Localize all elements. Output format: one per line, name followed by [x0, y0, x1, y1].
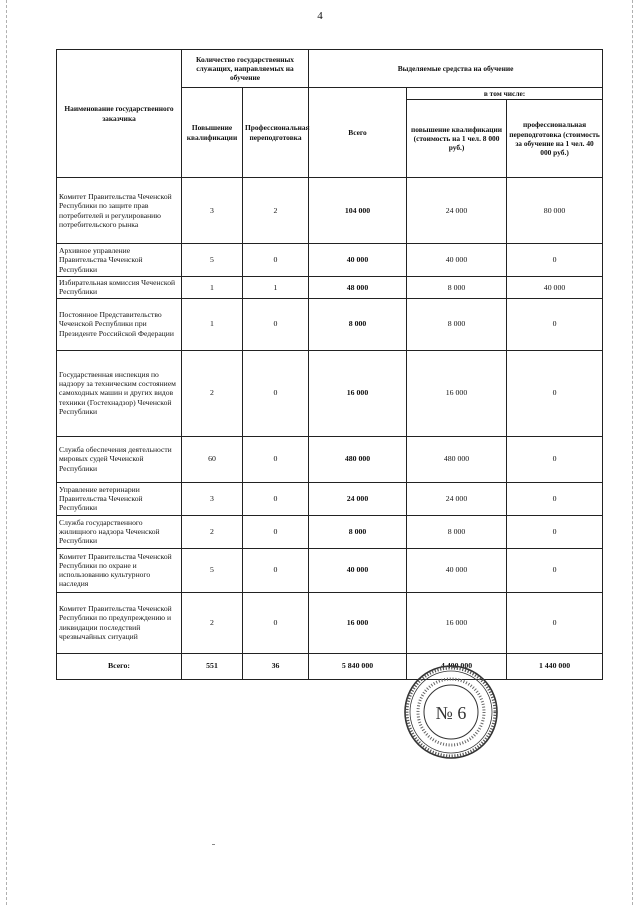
header-funds-group: Выделяемые средства на обучение [309, 50, 603, 88]
totals-retraining: 36 [243, 653, 309, 679]
funds-total: 8 000 [309, 515, 407, 548]
table-row [57, 592, 603, 653]
header-retraining: Профессиональная переподготовка [243, 88, 309, 178]
retraining-count: 0 [243, 515, 309, 548]
customer-name: Избирательная комиссия Чеченской Республики [57, 277, 182, 299]
official-seal [403, 664, 499, 760]
qualification-count: 1 [182, 298, 243, 350]
funds-retraining: 0 [507, 482, 603, 515]
funds-qualification: 480 000 [407, 436, 507, 482]
funds-total: 8 000 [309, 298, 407, 350]
scan-edge-left [6, 0, 8, 905]
funds-retraining: 0 [507, 592, 603, 653]
customer-name: Служба государственного жилищного надзора Чеченской Республики [57, 515, 182, 548]
qualification-count: 5 [182, 244, 243, 277]
qualification-count: 2 [182, 515, 243, 548]
funds-total: 40 000 [309, 244, 407, 277]
table-row [57, 350, 603, 436]
table-row [57, 436, 603, 482]
funds-qualification: 8 000 [407, 515, 507, 548]
funds-retraining: 80 000 [507, 178, 603, 244]
qualification-count: 1 [182, 277, 243, 299]
funds-total: 104 000 [309, 178, 407, 244]
retraining-count: 0 [243, 244, 309, 277]
funds-total: 24 000 [309, 482, 407, 515]
retraining-count: 0 [243, 548, 309, 592]
totals-funds-qualification: 4 400 000 [407, 653, 507, 679]
table-row [57, 482, 603, 515]
customer-name: Комитет Правительства Чеченской Республики по охране и использованию культурного наследия [57, 548, 182, 592]
header-including: в том числе: [407, 88, 603, 100]
retraining-count: 0 [243, 592, 309, 653]
retraining-count: 0 [243, 350, 309, 436]
qualification-count: 3 [182, 178, 243, 244]
table-row [57, 244, 603, 277]
funds-total: 48 000 [309, 277, 407, 299]
funds-retraining: 0 [507, 298, 603, 350]
scan-mark [212, 844, 215, 845]
table-row [57, 515, 603, 548]
totals-funds-retraining: 1 440 000 [507, 653, 603, 679]
totals-label: Всего: [57, 653, 182, 679]
qualification-count: 60 [182, 436, 243, 482]
funds-retraining: 0 [507, 350, 603, 436]
retraining-count: 0 [243, 298, 309, 350]
retraining-count: 0 [243, 482, 309, 515]
seal-number: № 6 [435, 703, 467, 723]
funds-total: 16 000 [309, 592, 407, 653]
table-row [57, 277, 603, 299]
funds-retraining: 0 [507, 436, 603, 482]
funds-qualification: 24 000 [407, 482, 507, 515]
retraining-count: 0 [243, 436, 309, 482]
funds-qualification: 16 000 [407, 592, 507, 653]
customer-name: Архивное управление Правительства Чеченской Республики [57, 244, 182, 277]
qualification-count: 2 [182, 350, 243, 436]
header-funds-retraining: профессиональная переподготовка (стоимость за обучение на 1 чел. 40 000 руб.) [507, 100, 603, 178]
table-row [57, 298, 603, 350]
header-funds-qualification: повышение квалификации (стоимость на 1 чел. 8 000 руб.) [407, 100, 507, 178]
funds-retraining: 0 [507, 515, 603, 548]
table-row [57, 548, 603, 592]
page-number: 4 [317, 10, 323, 22]
header-count-group: Количество государственных служащих, направляемых на обучение [182, 50, 309, 88]
funds-retraining: 40 000 [507, 277, 603, 299]
header-total: Всего [309, 88, 407, 178]
header-qualification: Повышение квалификации [182, 88, 243, 178]
funds-total: 40 000 [309, 548, 407, 592]
funds-qualification: 24 000 [407, 178, 507, 244]
funds-qualification: 40 000 [407, 244, 507, 277]
funds-qualification: 8 000 [407, 298, 507, 350]
customer-name: Комитет Правительства Чеченской Республики по предупреждению и ликвидации последствий чрезвычайных ситуаций [57, 592, 182, 653]
qualification-count: 2 [182, 592, 243, 653]
totals-funds: 5 840 000 [309, 653, 407, 679]
retraining-count: 2 [243, 178, 309, 244]
header-customer: Наименование государственного заказчика [57, 50, 182, 178]
customer-name: Государственная инспекция по надзору за техническим состоянием самоходных машин и других видов техники (Гостехнадзор) Чеченской Республики [57, 350, 182, 436]
funds-total: 16 000 [309, 350, 407, 436]
customer-name: Постоянное Представительство Чеченской Республики при Президенте Российской Федерации [57, 298, 182, 350]
funds-retraining: 0 [507, 244, 603, 277]
funds-qualification: 8 000 [407, 277, 507, 299]
scan-edge-right [632, 0, 634, 905]
customer-name: Комитет Правительства Чеченской Республики по защите прав потребителей и регулированию потребительского рынка [57, 178, 182, 244]
qualification-count: 5 [182, 548, 243, 592]
qualification-count: 3 [182, 482, 243, 515]
funds-qualification: 16 000 [407, 350, 507, 436]
retraining-count: 1 [243, 277, 309, 299]
funds-total: 480 000 [309, 436, 407, 482]
totals-row [57, 653, 603, 679]
table-row [57, 178, 603, 244]
funds-retraining: 0 [507, 548, 603, 592]
customer-name: Служба обеспечения деятельности мировых судей Чеченской Республики [57, 436, 182, 482]
totals-qualification: 551 [182, 653, 243, 679]
customer-name: Управление ветеринарии Правительства Чеченской Республики [57, 482, 182, 515]
funds-qualification: 40 000 [407, 548, 507, 592]
training-funds-table [56, 49, 603, 680]
